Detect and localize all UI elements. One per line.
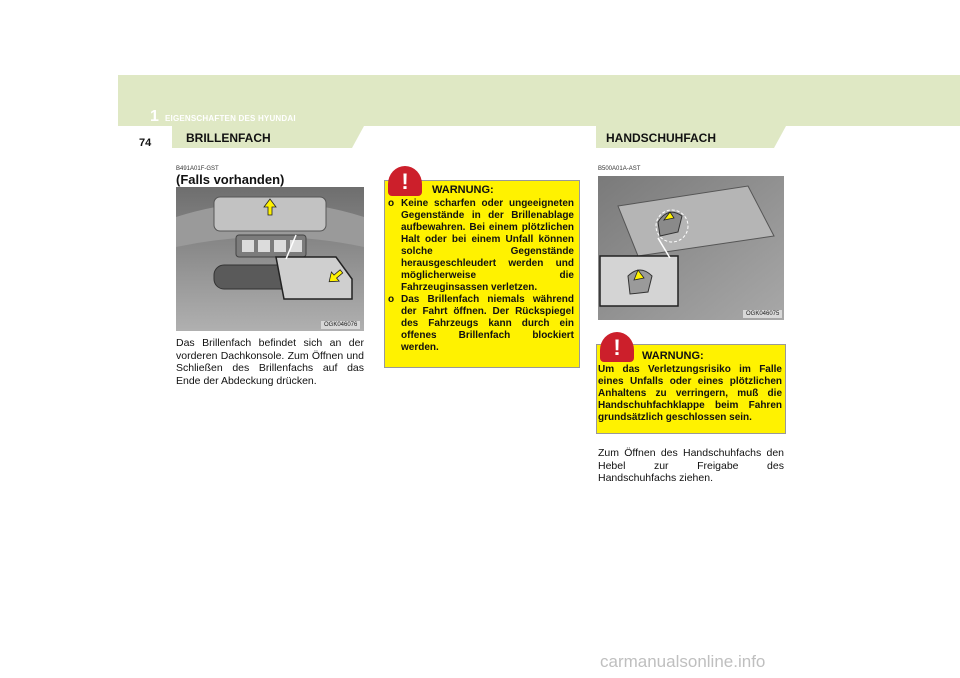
- handschuhfach-description: Zum Öffnen des Handschuhfachs den Hebel zur Freigabe des Handschuhfachs ziehen.: [598, 447, 784, 484]
- warning-item-text: Das Brillenfach niemals während der Fahrt öffnen. Der Rückspiegel des Fahrzeugs kann durch ein offenes Brillenfach blockiert werden.: [401, 294, 574, 353]
- brillenfach-description: Das Brillenfach befindet sich an der vorderen Dachkonsole. Zum Öffnen und Schließen des Brillenfachs auf das Ende der Abdeckung drücken.: [176, 337, 364, 387]
- chapter-number: 1: [150, 108, 159, 125]
- subheading: (Falls vorhanden): [176, 172, 285, 187]
- chapter-title: EIGENSCHAFTEN DES HYUNDAI: [165, 114, 296, 123]
- watermark: carmanualsonline.info: [600, 652, 766, 671]
- warning-title: WARNUNG:: [432, 184, 494, 196]
- section-title-handschuhfach: HANDSCHUHFACH: [606, 131, 716, 145]
- list-marker: o: [388, 198, 395, 209]
- warning-exclamation-icon: !: [388, 166, 422, 196]
- reference-code: B491A01F-GST: [176, 166, 219, 172]
- glovebox-illustration: [598, 176, 784, 320]
- list-marker: o: [388, 294, 395, 305]
- page-number: 74: [139, 137, 152, 149]
- warning-title: WARNUNG:: [642, 350, 704, 362]
- section-title-brillenfach: BRILLENFACH: [186, 131, 271, 145]
- image-reference-label: OGK046075: [743, 310, 782, 318]
- brillenfach-photo: [176, 187, 364, 331]
- warning-item-text: Keine scharfen oder ungeeigneten Gegenstände in der Brillenablage aufbewahren. Bei einem plötzlichen Halt oder bei einem Unfall können solche Gegenstände herausgeschleudert werden und möglicherweise die Fahrzeuginsassen verletzen.: [401, 198, 574, 293]
- warning-text: Um das Verletzungsrisiko im Falle eines Unfalls oder eines plötzlichen Anhaltens zu verringern, muß die Handschuhfachklappe beim Fahren grundsätzlich geschlossen sein.: [598, 364, 782, 423]
- handschuhfach-photo: [598, 176, 784, 320]
- reference-code: B500A01A-AST: [598, 166, 641, 172]
- warning-exclamation-icon: !: [600, 332, 634, 362]
- warning-item: [388, 198, 574, 294]
- warning-item: [388, 294, 574, 354]
- overhead-console-illustration: [176, 187, 364, 331]
- warning-list: [388, 198, 574, 354]
- image-reference-label: OGK046076: [321, 321, 360, 329]
